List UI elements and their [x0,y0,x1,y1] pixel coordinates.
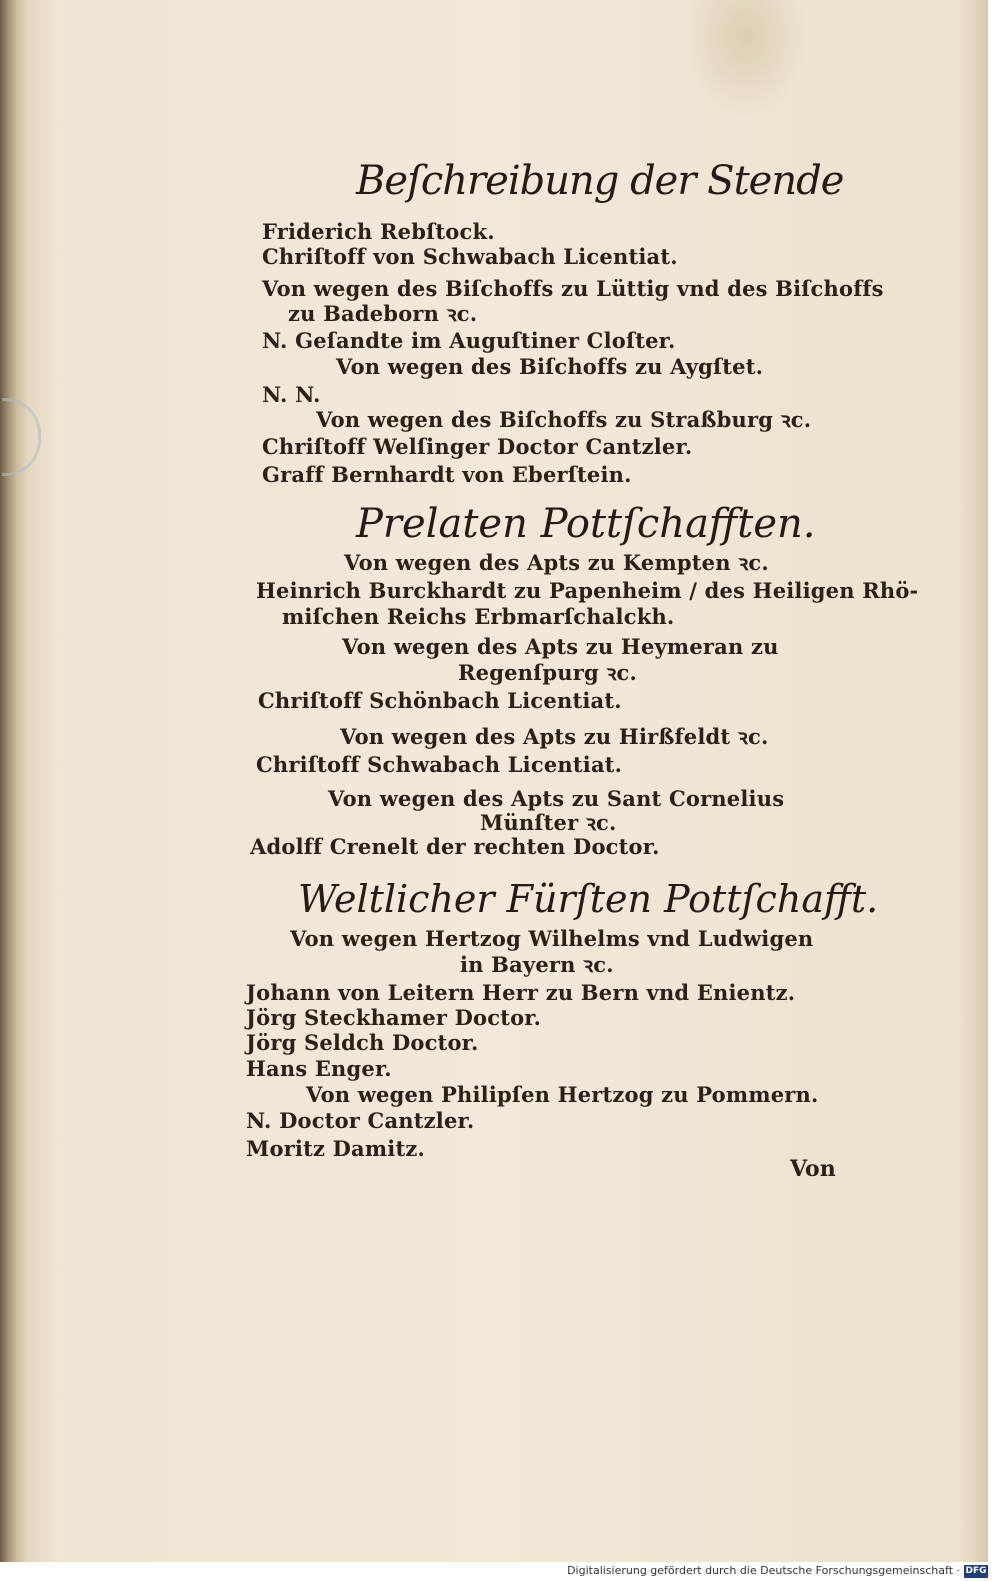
text-line: Münſter ꝛc. [480,810,617,835]
text-line: Von wegen Hertzog Wilhelms vnd Ludwigen [290,926,814,951]
text-line: Regenſpurg ꝛc. [458,660,638,685]
text-line: miſchen Reichs Erbmarſchalckh. [282,604,675,629]
catchword: Von [790,1156,836,1182]
text-line: Jörg Steckhamer Doctor. [246,1005,542,1030]
text-line: N. N. [262,382,321,407]
text-line: Johann von Leitern Herr zu Bern vnd Enientz. [246,980,796,1005]
text-line: Graff Bernhardt von Eberſtein. [262,462,632,487]
text-line: in Bayern ꝛc. [460,952,614,977]
text-line: Friderich Rebſtock. [262,219,495,244]
section-heading: Weltlicher Fürſten Pottſchafft. [298,877,879,921]
text-line: zu Badeborn ꝛc. [288,301,478,326]
footer-credit: Digitalisierung gefördert durch die Deutsche Forschungsgemeinschaft · [567,1564,960,1577]
paper-stain [680,0,810,120]
text-line: Chriſtoff Welſinger Doctor Cantzler. [262,434,693,459]
text-line: Von wegen des Biſchoffs zu Straßburg ꝛc. [316,407,812,432]
text-line: Von wegen des Apts zu Sant Cornelius [328,786,785,811]
text-line: Von wegen des Apts zu Kempten ꝛc. [344,550,769,575]
text-line: Von wegen des Biſchoffs zu Aygſtet. [336,354,764,379]
text-line: Moritz Damitz. [246,1136,425,1161]
text-line: Heinrich Burckhardt zu Papenheim / des Heiligen Rhö- [256,578,919,603]
text-line: Von wegen Philipſen Hertzog zu Pommern. [306,1082,819,1107]
text-line: Chriſtoff von Schwabach Licentiat. [262,244,678,269]
text-line: N. Geſandte im Auguſtiner Cloſter. [262,328,676,353]
text-line: Chriſtoff Schönbach Licentiat. [258,688,622,713]
text-line: Hans Enger. [246,1056,392,1081]
page-header: Beſchreibung der Stende [356,158,844,204]
text-line: Von wegen des Biſchoffs zu Lüttig vnd des Biſchoffs [262,276,884,301]
text-line: Von wegen des Apts zu Heymeran zu [342,634,779,659]
text-line: Adolff Crenelt der rechten Doctor. [250,834,660,859]
dfg-logo: DFG [965,1566,987,1576]
text-line: Jörg Seldch Doctor. [246,1030,479,1055]
text-line: Chriſtoff Schwabach Licentiat. [256,752,623,777]
book-spine [0,0,26,1562]
page-clip [2,398,41,476]
section-heading: Prelaten Pottſchafften. [356,501,816,547]
text-line: Von wegen des Apts zu Hirßfeldt ꝛc. [340,724,769,749]
text-line: N. Doctor Cantzler. [246,1108,475,1133]
